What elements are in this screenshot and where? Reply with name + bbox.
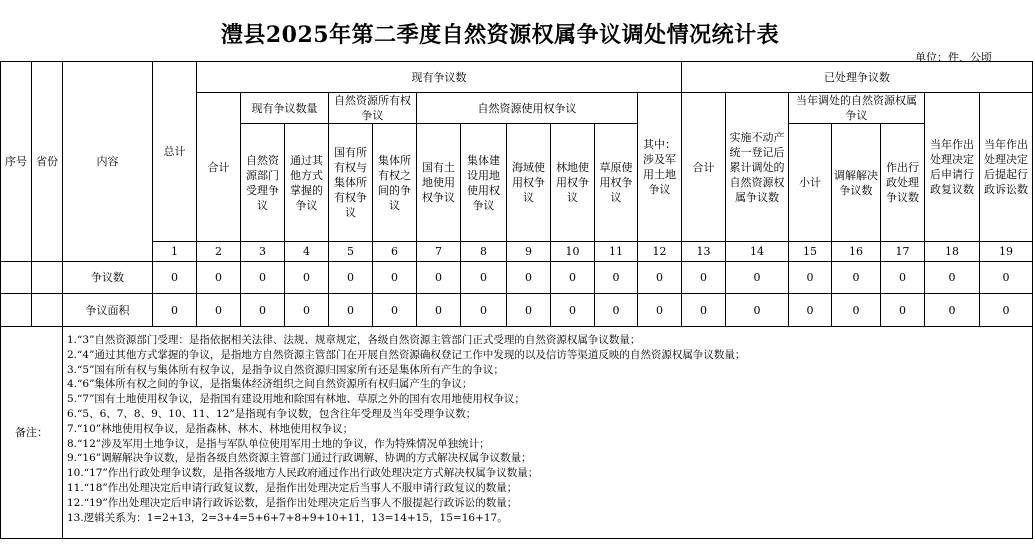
data-cell[interactable]: 0 bbox=[881, 294, 925, 327]
col-number-2: 2 bbox=[197, 242, 241, 262]
col-number-8: 8 bbox=[461, 242, 507, 262]
row-province-cell[interactable] bbox=[32, 294, 63, 327]
col-number-14: 14 bbox=[726, 242, 789, 262]
header-col7: 国有土地使用权争议 bbox=[417, 124, 461, 242]
header-col10: 林地使用权争议 bbox=[551, 124, 595, 242]
note-line: 2.“4”通过其他方式掌握的争议，是指地方自然资源主管部门在开展自然资源确权登记工作中发现的以及信访等渠道反映的自然资源权属争议数量； bbox=[67, 348, 746, 361]
col-number-7: 7 bbox=[417, 242, 461, 262]
data-cell[interactable]: 0 bbox=[197, 262, 241, 294]
data-cell[interactable]: 0 bbox=[789, 294, 832, 327]
col-number-18: 18 bbox=[925, 242, 980, 262]
col-number-11: 11 bbox=[595, 242, 638, 262]
data-cell[interactable]: 0 bbox=[329, 294, 373, 327]
data-cell[interactable]: 0 bbox=[881, 262, 925, 294]
data-cell[interactable]: 0 bbox=[461, 294, 507, 327]
header-existing-count: 现有争议数量 bbox=[241, 93, 329, 124]
header-col9: 海域使用权争议 bbox=[507, 124, 551, 242]
col-number-6: 6 bbox=[373, 242, 417, 262]
header-use-right: 自然资源使用权争议 bbox=[417, 93, 638, 124]
header-col11: 草原使用权争议 bbox=[595, 124, 638, 242]
header-col17: 作出行政处理争议数 bbox=[881, 124, 925, 242]
note-line: 12.“19”作出处理决定后申请行政诉讼数，是指作出处理决定后当事人不服提起行政诉讼的数量； bbox=[67, 496, 518, 509]
col-number-1: 1 bbox=[153, 242, 197, 262]
data-cell[interactable]: 0 bbox=[638, 294, 682, 327]
header-processed: 已处理争议数 bbox=[682, 62, 1033, 93]
data-cell[interactable]: 0 bbox=[925, 294, 980, 327]
col-number-4: 4 bbox=[285, 242, 329, 262]
data-cell[interactable]: 0 bbox=[153, 262, 197, 294]
data-cell[interactable]: 0 bbox=[682, 294, 726, 327]
note-line: 11.“18”作出处理决定后申请行政复议数，是指作出处理决定后当事人不服申请行政复议的数量； bbox=[67, 481, 518, 494]
note-line: 7.“10”林地使用权争议，是指森林、林木、林地使用权争议； bbox=[67, 422, 354, 435]
note-line: 8.“12”涉及军用土地争议，是指与军队单位使用军用土地的争议，作为特殊情况单独统计； bbox=[67, 437, 490, 450]
note-line: 13.逻辑关系为：1=2+13，2=3+4=5+6+7+8+9+10+11，13=14+15，15=16+17。 bbox=[67, 511, 508, 524]
row-label-cell[interactable]: 争议数 bbox=[63, 262, 153, 294]
data-cell[interactable]: 0 bbox=[507, 294, 551, 327]
data-cell[interactable]: 0 bbox=[507, 262, 551, 294]
header-col16: 调解解决争议数 bbox=[832, 124, 881, 242]
header-sum: 合计 bbox=[197, 93, 241, 242]
data-cell[interactable]: 0 bbox=[726, 262, 789, 294]
row-label-cell[interactable]: 争议面积 bbox=[63, 294, 153, 327]
data-cell[interactable]: 0 bbox=[241, 294, 285, 327]
data-cell[interactable]: 0 bbox=[789, 262, 832, 294]
note-line: 1.“3”自然资源部门受理：是指依据相关法律、法规、规章规定，各级自然资源主管部门正式受理的自然资源权属争议数量； bbox=[67, 334, 641, 346]
data-cell[interactable]: 0 bbox=[373, 294, 417, 327]
col-number-12: 12 bbox=[638, 242, 682, 262]
note-line: 6.“5、6、7、8、9、10、11、12”是指现有争议数，包含往年受理及当年受理争议数； bbox=[67, 407, 477, 420]
data-cell[interactable]: 0 bbox=[285, 262, 329, 294]
header-existing: 现有争议数 bbox=[197, 62, 682, 93]
notes-label: 备注： bbox=[1, 327, 63, 539]
data-cell[interactable]: 0 bbox=[285, 294, 329, 327]
data-cell[interactable]: 0 bbox=[595, 262, 638, 294]
data-cell[interactable]: 0 bbox=[980, 294, 1033, 327]
header-col4: 通过其他方式掌握的争议 bbox=[285, 124, 329, 242]
col-number-3: 3 bbox=[241, 242, 285, 262]
data-cell[interactable]: 0 bbox=[980, 262, 1033, 294]
col-number-13: 13 bbox=[682, 242, 726, 262]
page-title: 澧县2025年第二季度自然资源权属争议调处情况统计表 bbox=[220, 22, 780, 48]
data-cell[interactable]: 0 bbox=[417, 262, 461, 294]
col-number-9: 9 bbox=[507, 242, 551, 262]
data-cell[interactable]: 0 bbox=[153, 294, 197, 327]
data-cell[interactable]: 0 bbox=[832, 294, 881, 327]
data-cell[interactable]: 0 bbox=[197, 294, 241, 327]
statistics-table bbox=[0, 61, 1033, 539]
data-cell[interactable]: 0 bbox=[925, 262, 980, 294]
data-cell[interactable]: 0 bbox=[682, 262, 726, 294]
header-col8: 集体建设用地使用权争议 bbox=[461, 124, 507, 242]
header-ownership: 自然资源所有权争议 bbox=[329, 93, 417, 124]
data-cell[interactable]: 0 bbox=[241, 262, 285, 294]
col-number-16: 16 bbox=[832, 242, 881, 262]
header-col14: 实施不动产统一登记后累计调处的自然资源权属争议数 bbox=[726, 93, 789, 242]
col-number-5: 5 bbox=[329, 242, 373, 262]
header-col6: 集体所有权之间的争议 bbox=[373, 124, 417, 242]
note-line: 3.“5”国有所有权与集体所有权争议，是指争议自然资源归国家所有还是集体所有产生的争议； bbox=[67, 363, 504, 376]
unit-label: 单位：件、公顷 bbox=[915, 51, 992, 64]
data-cell[interactable]: 0 bbox=[551, 294, 595, 327]
note-line: 4.“6”集体所有权之间的争议，是指集体经济组织之间自然资源所有权归属产生的争议； bbox=[67, 378, 473, 391]
header-col18: 当年作出处理决定后申请行政复议数 bbox=[925, 93, 980, 242]
col-number-19: 19 bbox=[980, 242, 1033, 262]
data-cell[interactable]: 0 bbox=[638, 262, 682, 294]
data-cell[interactable]: 0 bbox=[417, 294, 461, 327]
header-col19: 当年作出处理决定后提起行政诉讼数 bbox=[980, 93, 1033, 242]
header-sum13: 合计 bbox=[682, 93, 726, 242]
data-cell[interactable]: 0 bbox=[595, 294, 638, 327]
col-number-10: 10 bbox=[551, 242, 595, 262]
table-row bbox=[1, 262, 1033, 294]
header-current: 当年调处的自然资源权属争议 bbox=[789, 93, 925, 124]
row-seq-cell[interactable] bbox=[1, 262, 32, 294]
data-cell[interactable]: 0 bbox=[461, 262, 507, 294]
header-col15: 小计 bbox=[789, 124, 832, 242]
data-cell[interactable]: 0 bbox=[726, 294, 789, 327]
data-cell[interactable]: 0 bbox=[832, 262, 881, 294]
header-col3: 自然资源部门受理争议 bbox=[241, 124, 285, 242]
data-cell[interactable]: 0 bbox=[373, 262, 417, 294]
data-cell[interactable]: 0 bbox=[551, 262, 595, 294]
data-cell[interactable]: 0 bbox=[329, 262, 373, 294]
col-number-17: 17 bbox=[881, 242, 925, 262]
note-line: 10.“17”作出行政处理争议数，是指各级地方人民政府通过作出行政处理决定方式解决权属争议数量； bbox=[67, 467, 539, 480]
header-total: 总计 bbox=[153, 62, 197, 242]
note-line: 5.“7”国有土地使用权争议，是指国有建设用地和除国有林地、草原之外的国有农用地使用权争议； bbox=[67, 393, 525, 406]
header-content: 内容 bbox=[63, 62, 153, 262]
row-seq-cell[interactable] bbox=[1, 294, 32, 327]
header-seq: 序号 bbox=[1, 62, 32, 262]
notes-cell[interactable] bbox=[63, 327, 1033, 539]
header-col12: 其中：涉及军用土地争议 bbox=[638, 93, 682, 242]
note-line: 9.“16”调解解决争议数，是指各级自然资源主管部门通过行政调解、协调的方式解决权属争议数量； bbox=[67, 452, 532, 465]
col-number-15: 15 bbox=[789, 242, 832, 262]
table-row bbox=[1, 294, 1033, 327]
header-col5: 国有所有权与集体所有权争议 bbox=[329, 124, 373, 242]
row-province-cell[interactable] bbox=[32, 262, 63, 294]
header-province: 省份 bbox=[32, 62, 63, 262]
